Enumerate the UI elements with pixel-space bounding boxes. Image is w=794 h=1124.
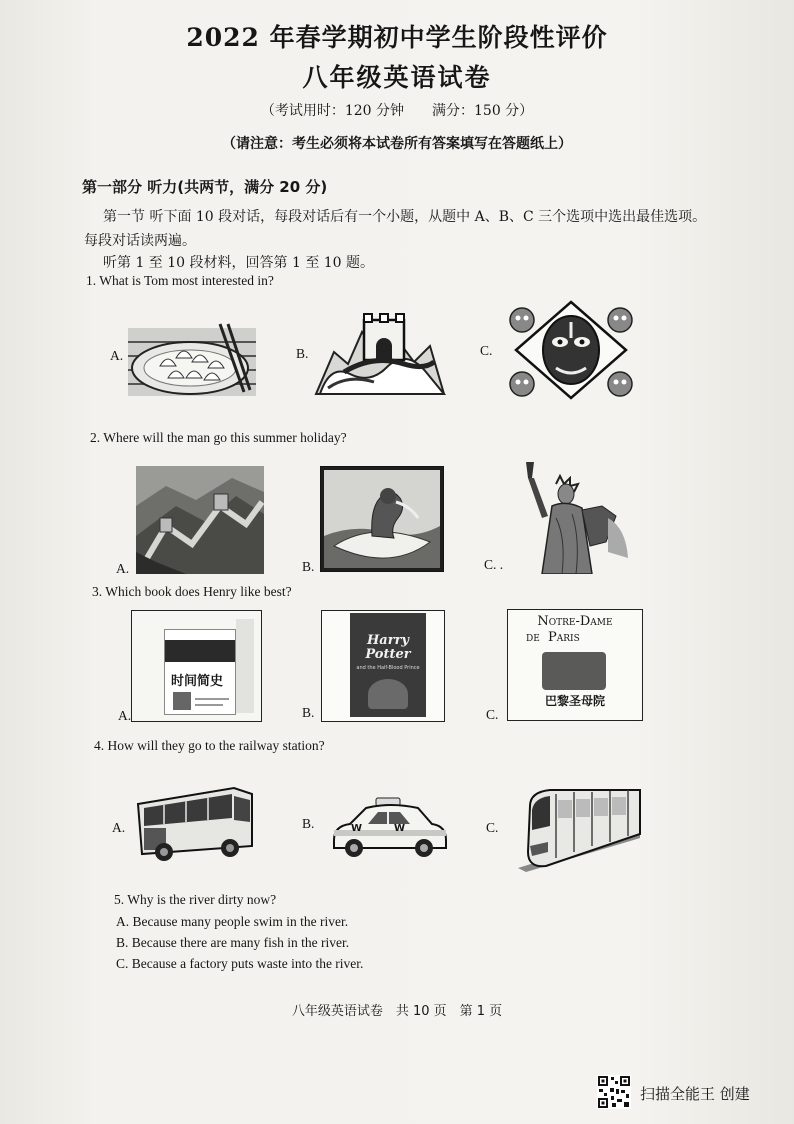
book-a-line (195, 704, 223, 706)
book-a-portrait (173, 692, 191, 710)
section-instruction-2: 每段对话读两遍。 (84, 233, 196, 249)
book-a-title: 时间简史 (171, 674, 224, 689)
q4-label-a: A. (112, 820, 126, 835)
q1-label-c: C. (480, 343, 493, 358)
q2-label-b: B. (302, 559, 315, 574)
bus-image (134, 784, 256, 864)
taxi-image (330, 796, 450, 860)
section-instruction-3: 听第 1 至 10 段材料，回答第 1 至 10 题。 (103, 255, 375, 271)
opera-masks-image (506, 298, 636, 402)
dumplings-image (128, 322, 258, 400)
book-c-title-3: Paris (548, 630, 580, 645)
book-a-frame (131, 610, 262, 722)
q1-label-a: A. (110, 348, 124, 363)
exam-title: 2022 年春学期初中学生阶段性评价 (186, 23, 608, 52)
statue-of-liberty-image (512, 458, 640, 574)
page-footer: 八年级英语试卷 共 10 页 第 1 页 (291, 1004, 503, 1019)
q3-label-b: B. (302, 705, 315, 720)
exam-subtitle: 八年级英语试卷 (302, 63, 492, 92)
exam-notice: （请注意：考生必须将本试卷所有答案填写在答题纸上） (222, 136, 572, 152)
section-title: 第一部分 听力(共两节，满分 20 分) (82, 178, 328, 196)
q1-label-b: B. (296, 346, 309, 361)
taxi-mark-right: W (394, 823, 406, 834)
qr-code-icon (597, 1075, 631, 1109)
question-1-text: 1. What is Tom most interested in? (86, 273, 274, 288)
q2-label-a: A. (116, 561, 130, 576)
book-a-galaxy-band (165, 640, 235, 662)
q5-option-a: A. Because many people swim in the river. (116, 914, 349, 929)
q2-label-c: C. . (484, 557, 504, 572)
exam-info: （考试用时：120 分钟 满分：150 分） (260, 103, 534, 119)
book-a-page-edge (236, 619, 254, 713)
book-a-cover (164, 629, 236, 715)
question-3-text: 3. Which book does Henry like best? (92, 584, 292, 599)
taxi-mark-left: W (351, 823, 363, 834)
q5-option-c: C. Because a factory puts waste into the river. (116, 956, 364, 971)
q3-label-a: A. (118, 708, 132, 723)
q4-label-b: B. (302, 816, 315, 831)
book-c-title-cn: 巴黎圣母院 (544, 694, 605, 708)
book-b-frame (321, 610, 445, 722)
q5-option-b: B. Because there are many fish in the river. (116, 935, 350, 950)
book-a-line (195, 698, 229, 700)
great-wall-cartoon-image (314, 302, 446, 400)
book-b-title-1: Harry (367, 633, 409, 648)
train-image (516, 786, 642, 872)
book-c-frame (507, 609, 643, 721)
book-b-cover (350, 613, 426, 717)
question-2-text: 2. Where will the man go this summer holiday? (90, 430, 347, 445)
q3-label-c: C. (486, 707, 499, 722)
book-c-art (542, 652, 606, 690)
book-b-art (368, 679, 408, 709)
q4-label-c: C. (486, 820, 499, 835)
book-b-subtitle: and the Half-Blood Prince (356, 665, 420, 671)
book-c-title-1: Notre-Dame (537, 614, 613, 629)
merlion-image (320, 466, 444, 572)
book-c-title-2: de (526, 630, 540, 645)
question-4-text: 4. How will they go to the railway station? (94, 738, 325, 753)
great-wall-photo-image (136, 466, 264, 574)
book-b-title-2: Potter (365, 647, 411, 662)
question-5-text: 5. Why is the river dirty now? (114, 892, 277, 907)
scanner-watermark: 扫描全能王 创建 (640, 1085, 750, 1103)
section-instruction-1: 第一节 听下面 10 段对话，每段对话后有一个小题，从题中 A、B、C 三个选项中选出最佳选项。 (103, 209, 707, 225)
